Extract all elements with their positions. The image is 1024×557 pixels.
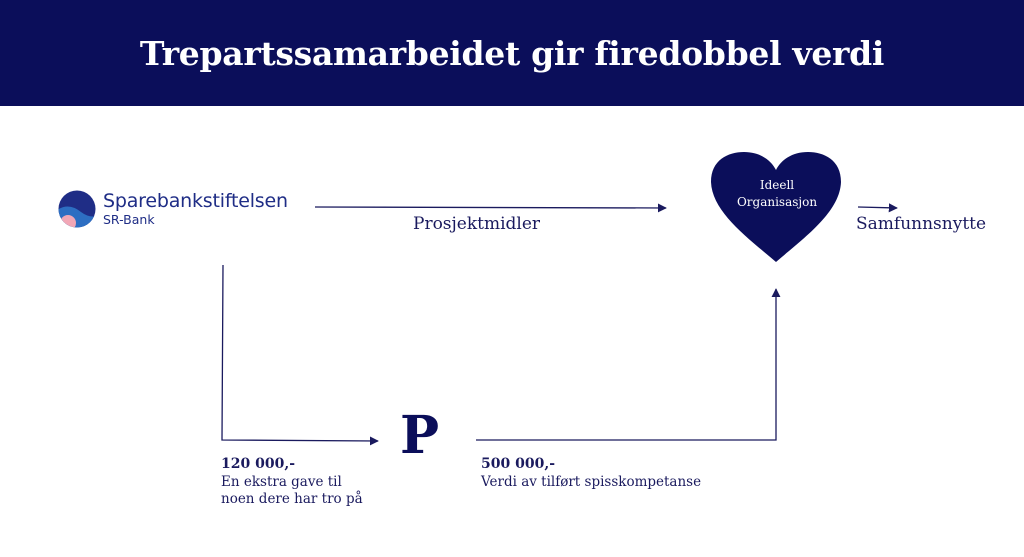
page-title: Trepartssamarbeidet gir firedobbel verdi xyxy=(139,33,885,73)
heart-label xyxy=(713,177,841,211)
left-description-line1: En ekstra gave til xyxy=(221,474,342,490)
right-amount: 500 000,- xyxy=(481,456,556,472)
outcome-arrow xyxy=(858,207,897,208)
top-arrow xyxy=(315,207,666,208)
right-description: Verdi av tilført spisskompetanse xyxy=(481,474,702,490)
heart-label-line2: Organisasjon xyxy=(736,195,818,209)
left-amount: 120 000,- xyxy=(221,456,296,472)
partner-logo: P xyxy=(400,405,440,466)
right-contribution xyxy=(481,456,761,491)
right-flow-arrow xyxy=(476,289,776,440)
top-arrow-label: Prosjektmidler xyxy=(413,214,541,234)
logo-subtitle: SR-Bank xyxy=(103,211,155,227)
left-description-line2: noen dere har tro på xyxy=(221,491,363,507)
logo-name: Sparebankstiftelsen xyxy=(103,189,288,212)
heart-label-line1: Ideell xyxy=(759,178,795,192)
left-contribution xyxy=(221,456,381,508)
left-flow-arrow xyxy=(222,265,378,441)
outcome-label: Samfunnsnytte xyxy=(856,214,987,234)
